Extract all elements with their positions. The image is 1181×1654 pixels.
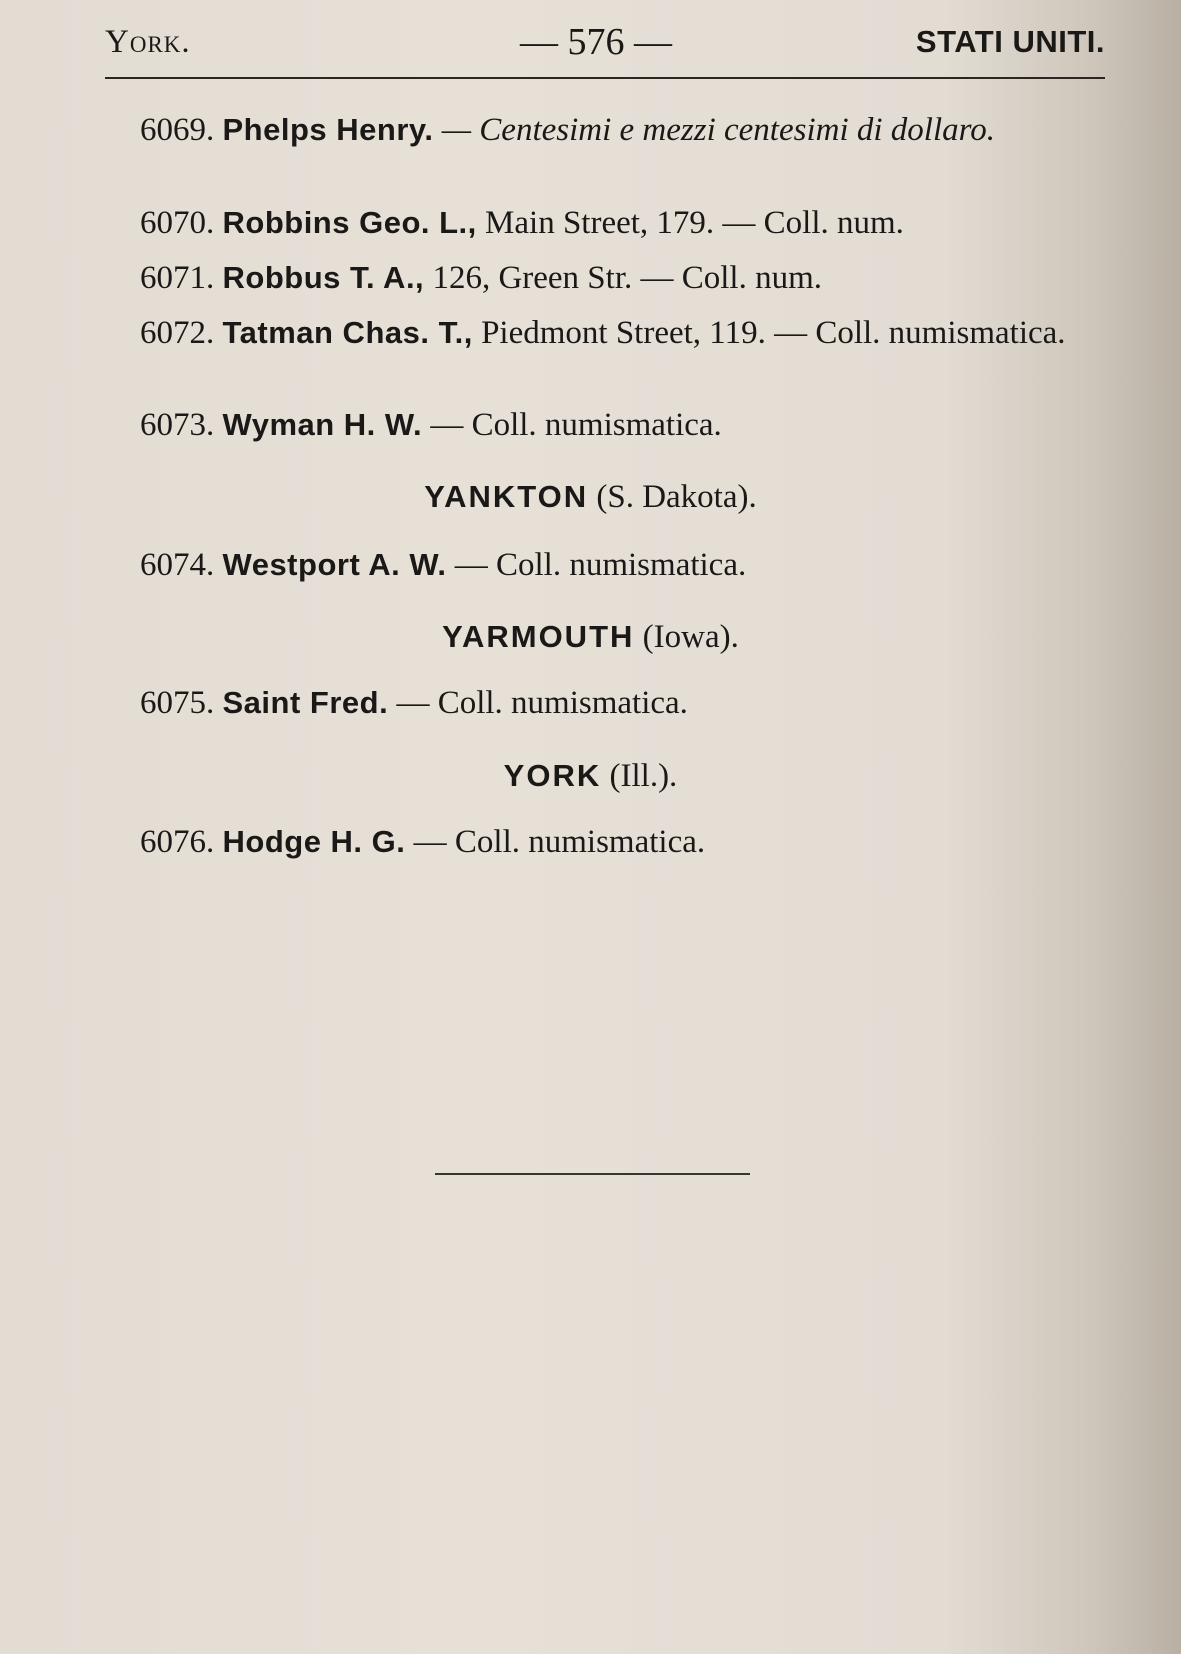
entry-6074: [100, 546, 1105, 584]
heading-region: (Ill.).: [601, 758, 678, 794]
entry-6076: [100, 823, 1105, 861]
entry-6070: [100, 204, 1105, 242]
entry-number: 6076.: [140, 824, 215, 860]
entry-number: 6072.: [140, 315, 215, 351]
running-head-right: STATI UNITI.: [915, 24, 1105, 59]
entry-6069: [100, 111, 1105, 149]
heading-region: (S. Dakota).: [588, 479, 757, 515]
entry-number: 6073.: [140, 407, 215, 443]
entry-description: — Coll. numismatica.: [446, 547, 747, 583]
entry-description: — Coll. numismatica.: [388, 685, 688, 721]
entry-name: Wyman H. W.: [222, 407, 423, 442]
running-head-left: York.: [105, 24, 191, 60]
entry-description: Main Street, 179. — Coll. num.: [476, 205, 904, 241]
entry-name: Robbus T. A.,: [222, 260, 425, 295]
entry-description: — Coll. numismatica.: [422, 407, 722, 443]
entry-name: Westport A. W.: [222, 547, 447, 582]
section-heading-yarmouth: [0, 619, 1181, 656]
entry-description: 126, Green Str. — Coll. num.: [424, 260, 823, 296]
entry-number: 6070.: [140, 205, 215, 241]
heading-region: (Iowa).: [634, 619, 739, 655]
entry-6073: [100, 406, 1105, 444]
page-header: [105, 18, 1105, 68]
heading-place: YORK: [503, 758, 602, 793]
entry-name: Saint Fred.: [222, 685, 389, 720]
entry-name: Robbins Geo. L.,: [222, 205, 477, 240]
entry-description: Piedmont Street, 119. — Coll. numismatica.: [472, 315, 1066, 351]
entry-number: 6075.: [140, 685, 215, 721]
entry-description: — Centesimi e mezzi centesimi di dollaro.: [433, 112, 995, 148]
entry-6075: [100, 684, 1105, 722]
entry-number: 6074.: [140, 547, 215, 583]
heading-place: YANKTON: [424, 479, 589, 514]
section-heading-york: [0, 758, 1181, 795]
header-rule: [105, 77, 1105, 79]
section-heading-yankton: [0, 479, 1181, 516]
heading-place: YARMOUTH: [442, 619, 635, 654]
entry-description: — Coll. numismatica.: [405, 824, 706, 860]
entry-number: 6071.: [140, 260, 215, 296]
entry-6072: [100, 314, 1105, 352]
end-rule: [435, 1173, 750, 1175]
entry-6071: [100, 259, 1105, 297]
entry-name: Hodge H. G.: [222, 824, 406, 859]
entry-name: Tatman Chas. T.,: [222, 315, 473, 350]
entry-name: Phelps Henry.: [222, 112, 434, 147]
page-number: — 576 —: [520, 21, 672, 63]
entry-number: 6069.: [140, 112, 215, 148]
